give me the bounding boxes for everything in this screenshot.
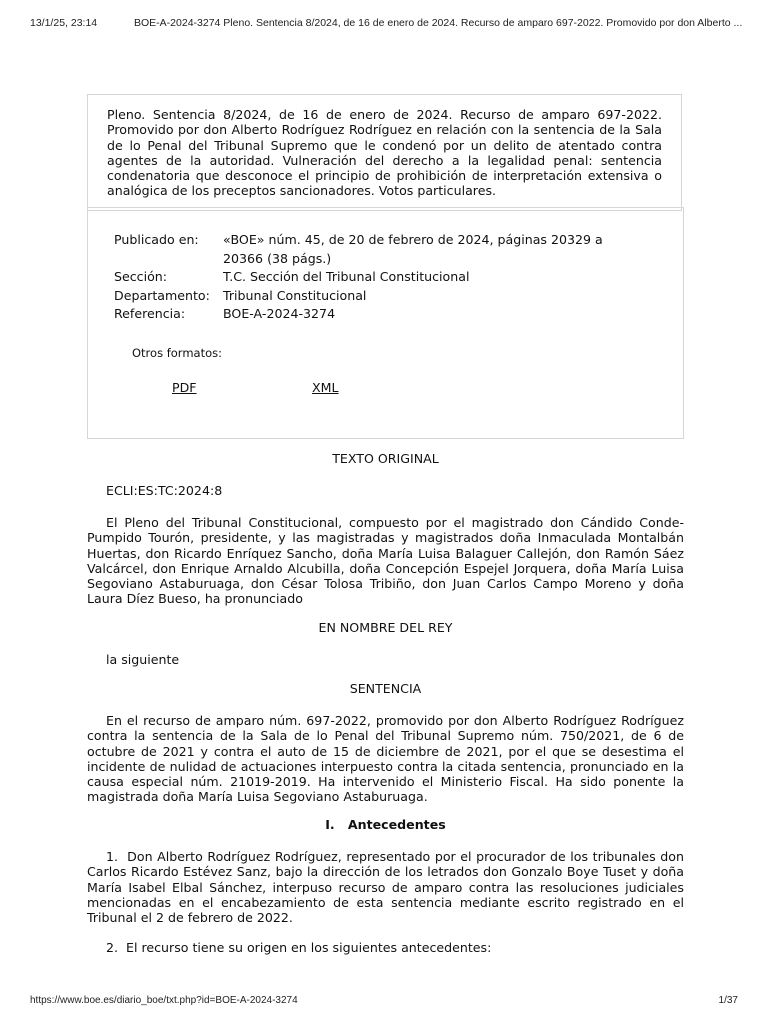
metadata-row-seccion bbox=[114, 268, 613, 287]
print-title: BOE-A-2024-3274 Pleno. Sentencia 8/2024, de 16 de enero de 2024. Recurso de amparo 697-2022. Promovido por don Alberto ... bbox=[134, 17, 743, 29]
antecedente-2: 2. El recurso tiene su origen en los siguientes antecedentes: bbox=[106, 940, 492, 955]
metadata-row-publicado bbox=[114, 231, 613, 268]
page-number: 1/37 bbox=[718, 995, 738, 1006]
metadata-row-referencia bbox=[114, 305, 613, 324]
document-summary: Pleno. Sentencia 8/2024, de 16 de enero de 2024. Recurso de amparo 697-2022. Promovido por don Alberto Rodríguez Rodríguez en relación con la sentencia de la Sala de lo Penal del Tribunal Supremo que le condenó por un delito de atentado contra agentes de la autoridad. Vulneración del derecho a la legalidad penal: sentencia condenatoria que desconoce el principio de prohibición de interpretación extensiva o analógica de los preceptos sancionadores. Votos particulares. bbox=[87, 94, 682, 211]
recurso-paragraph: En el recurso de amparo núm. 697-2022, promovido por don Alberto Rodríguez Rodríguez contra la sentencia de la Sala de lo Penal del Tribunal Supremo núm. 750/2021, de 6 de octubre de 2021 y contra el auto de 15 de diciembre de 2021, por el que se desestima el incidente de nulidad de actuaciones interpuesto contra la citada sentencia, pronunciado en la causa especial núm. 21019-2019. Ha intervenido el Ministerio Fiscal. Ha sido ponente la magistrada doña María Luisa Segoviano Astaburuaga. bbox=[87, 713, 684, 805]
metadata-value: T.C. Sección del Tribunal Constitucional bbox=[223, 269, 470, 284]
ecli: ECLI:ES:TC:2024:8 bbox=[106, 483, 223, 498]
metadata-value: Tribunal Constitucional bbox=[223, 287, 367, 303]
metadata-label: Publicado en: bbox=[114, 232, 199, 247]
metadata-value: BOE-A-2024-3274 bbox=[223, 306, 336, 321]
print-header bbox=[30, 17, 748, 29]
texto-original-heading: TEXTO ORIGINAL bbox=[332, 451, 439, 466]
pdf-link[interactable]: PDF bbox=[172, 380, 197, 395]
print-date: 13/1/25, 23:14 bbox=[30, 17, 98, 29]
pleno-paragraph: El Pleno del Tribunal Constitucional, compuesto por el magistrado don Cándido Conde-Pumpido Tourón, presidente, y las magistradas y magistrados doña Inmaculada Montalbán Huertas, don Ricardo Enríquez Sancho, doña María Luisa Balaguer Callejón, don Ramón Sáez Valcárcel, don Enrique Arnaldo Alcubilla, doña Concepción Espejel Jorquera, doña María Luisa Segoviano Astaburuaga, don César Tolosa Tribiño, don Juan Carlos Campo Moreno y doña Laura Díez Bueso, ha pronunciado bbox=[87, 515, 684, 607]
metadata-row-departamento bbox=[114, 287, 613, 306]
metadata-label: Referencia: bbox=[114, 306, 186, 321]
antecedente-1: 1. Don Alberto Rodríguez Rodríguez, representado por el procurador de los tribunales don Carlos Ricardo Estévez Sanz, bajo la dirección de los letrados don Gonzalo Boye Tuset y doña María Isabel Elbal Sánchez, interpuso recurso de amparo contra las resoluciones judiciales mencionadas en el encabezamiento de esta sentencia mediante escrito registrado en el Tribunal el 2 de febrero de 2022. bbox=[87, 849, 689, 926]
footer-url: https://www.boe.es/diario_boe/txt.php?id=BOE-A-2024-3274 bbox=[30, 995, 298, 1006]
metadata-label: Sección: bbox=[114, 269, 168, 284]
la-siguiente: la siguiente bbox=[106, 652, 180, 667]
en-nombre-heading: EN NOMBRE DEL REY bbox=[318, 620, 453, 635]
metadata-value: «BOE» núm. 45, de 20 de febrero de 2024, páginas 20329 a 20366 (38 págs.) bbox=[223, 232, 603, 266]
sentencia-heading: SENTENCIA bbox=[349, 681, 422, 696]
print-footer bbox=[30, 995, 738, 1006]
metadata-box bbox=[87, 207, 684, 439]
xml-link[interactable]: XML bbox=[312, 380, 339, 395]
metadata-label: Departamento: bbox=[114, 287, 210, 303]
antecedentes-heading: I. Antecedentes bbox=[325, 817, 446, 832]
metadata-table bbox=[114, 231, 613, 324]
other-formats-label: Otros formatos: bbox=[132, 346, 222, 360]
